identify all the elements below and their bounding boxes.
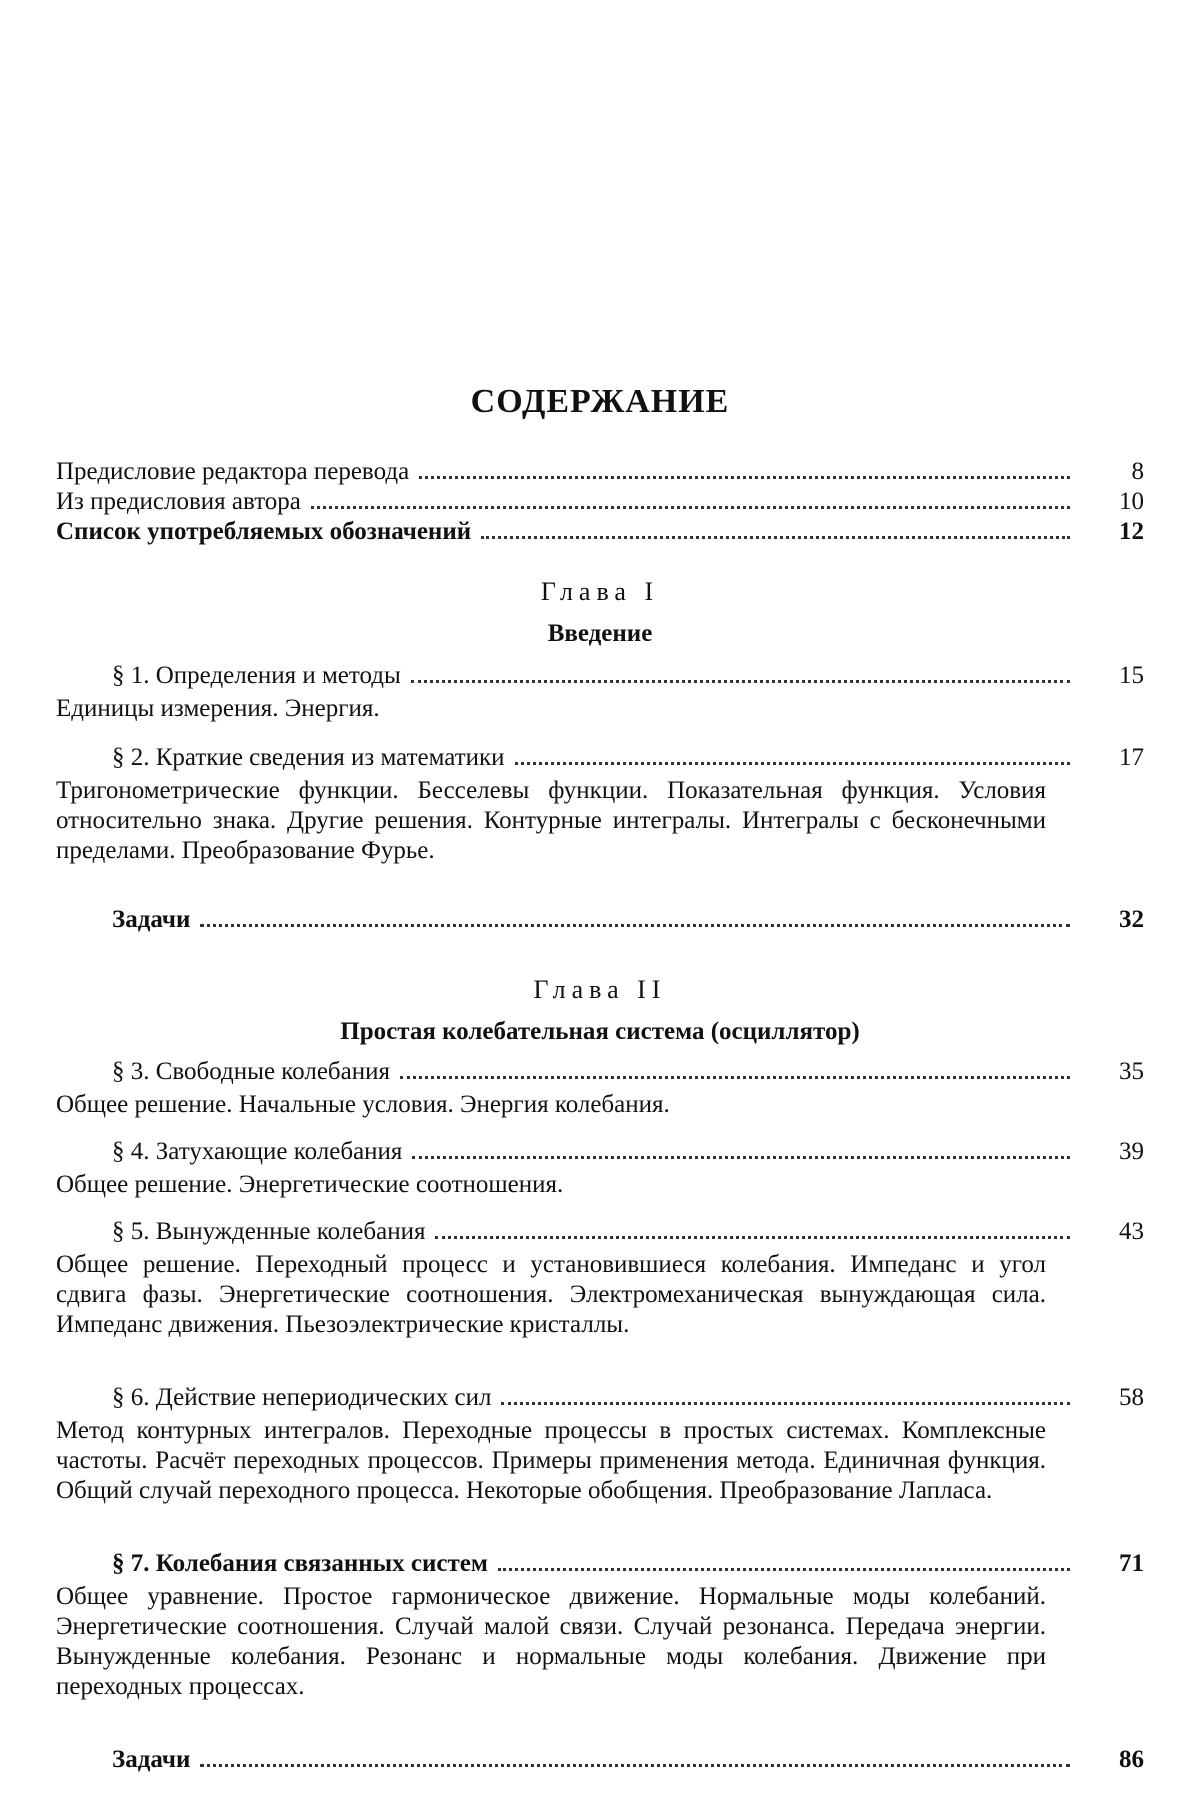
dot-leader — [515, 762, 1070, 765]
dot-leader — [412, 1156, 1070, 1159]
dot-leader — [435, 1236, 1070, 1239]
dot-leader — [501, 1402, 1070, 1405]
chapter-number: Глава II — [533, 975, 667, 1004]
entry-label: Предисловие редактора перевода — [56, 458, 410, 485]
section-topics: Общее решение. Энергетические соотношения. — [56, 1171, 564, 1198]
section-label: § 7. Колебания связанных систем — [112, 1550, 488, 1577]
section-page: 17 — [1119, 744, 1144, 771]
entry-page: 12 — [1119, 518, 1144, 545]
toc-section[interactable] — [56, 1382, 1144, 1414]
dot-leader — [200, 924, 1070, 927]
toc-section[interactable] — [56, 1056, 1144, 1088]
section-label: § 6. Действие непериодических сил — [112, 1384, 492, 1411]
section-page: 35 — [1119, 1058, 1144, 1085]
problems-label: Задачи — [112, 906, 191, 933]
section-topics: Общее решение. Переходный процесс и установившиеся колебания. Импеданс и угол сдвига фазы. Энергетические соотношения. Электромеханическая вынуждающая сила. Импеданс движения. Пьезоэлектрические кристаллы. — [56, 1251, 1046, 1338]
toc-entry[interactable] — [56, 456, 1144, 488]
toc-section[interactable] — [56, 1216, 1144, 1248]
problems-page: 32 — [1119, 906, 1144, 933]
section-page: 15 — [1119, 662, 1144, 689]
section-label: § 5. Вынужденные колебания — [112, 1218, 426, 1245]
section-label: § 3. Свободные колебания — [112, 1058, 390, 1085]
section-topics: Метод контурных интегралов. Переходные процессы в простых системах. Комплексные частоты. Расчёт переходных процессов. Примеры применения метода. Единичная функция. Общий случай переходного процесса. Некоторые обобщения. Преобразование Лапласа. — [56, 1417, 1046, 1504]
toc-page — [56, 0, 1144, 1809]
entry-label: Список употребляемых обозначений — [56, 518, 472, 545]
toc-section[interactable] — [56, 742, 1144, 774]
dot-leader — [400, 1076, 1070, 1079]
section-topics: Единицы измерения. Энергия. — [56, 695, 380, 722]
section-topics: Общее решение. Начальные условия. Энергия колебания. — [56, 1091, 670, 1118]
chapter-number: Глава I — [540, 577, 660, 606]
problems-page: 86 — [1119, 1746, 1144, 1773]
section-page: 71 — [1119, 1550, 1144, 1577]
section-topics: Общее уравнение. Простое гармоническое движение. Нормальные моды колебаний. Энергетические соотношения. Случай малой связи. Случай резонанса. Передача энергии. Вынужденные колебания. Резонанс и нормальные моды колебания. Движение при переходных процессах. — [56, 1583, 1046, 1700]
section-label: § 2. Краткие сведения из математики — [112, 744, 505, 771]
section-topics: Тригонометрические функции. Бесселевы функции. Показательная функция. Условия относительно знака. Другие решения. Контурные интегралы. Интегралы с бесконечными пределами. Преобразование Фурье. — [56, 777, 1046, 864]
chapter-title: Введение — [547, 620, 653, 647]
dot-leader — [481, 536, 1070, 539]
section-page: 58 — [1119, 1384, 1144, 1411]
dot-leader — [311, 506, 1070, 509]
toc-problems[interactable] — [56, 1744, 1144, 1776]
entry-page: 10 — [1119, 488, 1144, 515]
section-label: § 1. Определения и методы — [112, 662, 401, 689]
section-page: 43 — [1119, 1218, 1144, 1245]
section-label: § 4. Затухающие колебания — [112, 1138, 403, 1165]
toc-entry[interactable] — [56, 516, 1144, 548]
chapter-title: Простая колебательная система (осциллятор) — [340, 1018, 860, 1045]
entry-page: 8 — [1131, 458, 1144, 485]
dot-leader — [419, 476, 1070, 479]
entry-label: Из предисловия автора — [56, 488, 301, 515]
toc-problems[interactable] — [56, 904, 1144, 936]
toc-section[interactable] — [56, 660, 1144, 692]
toc-entry[interactable] — [56, 486, 1144, 518]
problems-label: Задачи — [112, 1746, 191, 1773]
toc-title: СОДЕРЖАНИЕ — [470, 383, 730, 420]
dot-leader — [498, 1568, 1070, 1571]
dot-leader — [411, 680, 1070, 683]
toc-section[interactable] — [56, 1136, 1144, 1168]
toc-section[interactable] — [56, 1548, 1144, 1580]
dot-leader — [200, 1764, 1070, 1767]
section-page: 39 — [1119, 1138, 1144, 1165]
